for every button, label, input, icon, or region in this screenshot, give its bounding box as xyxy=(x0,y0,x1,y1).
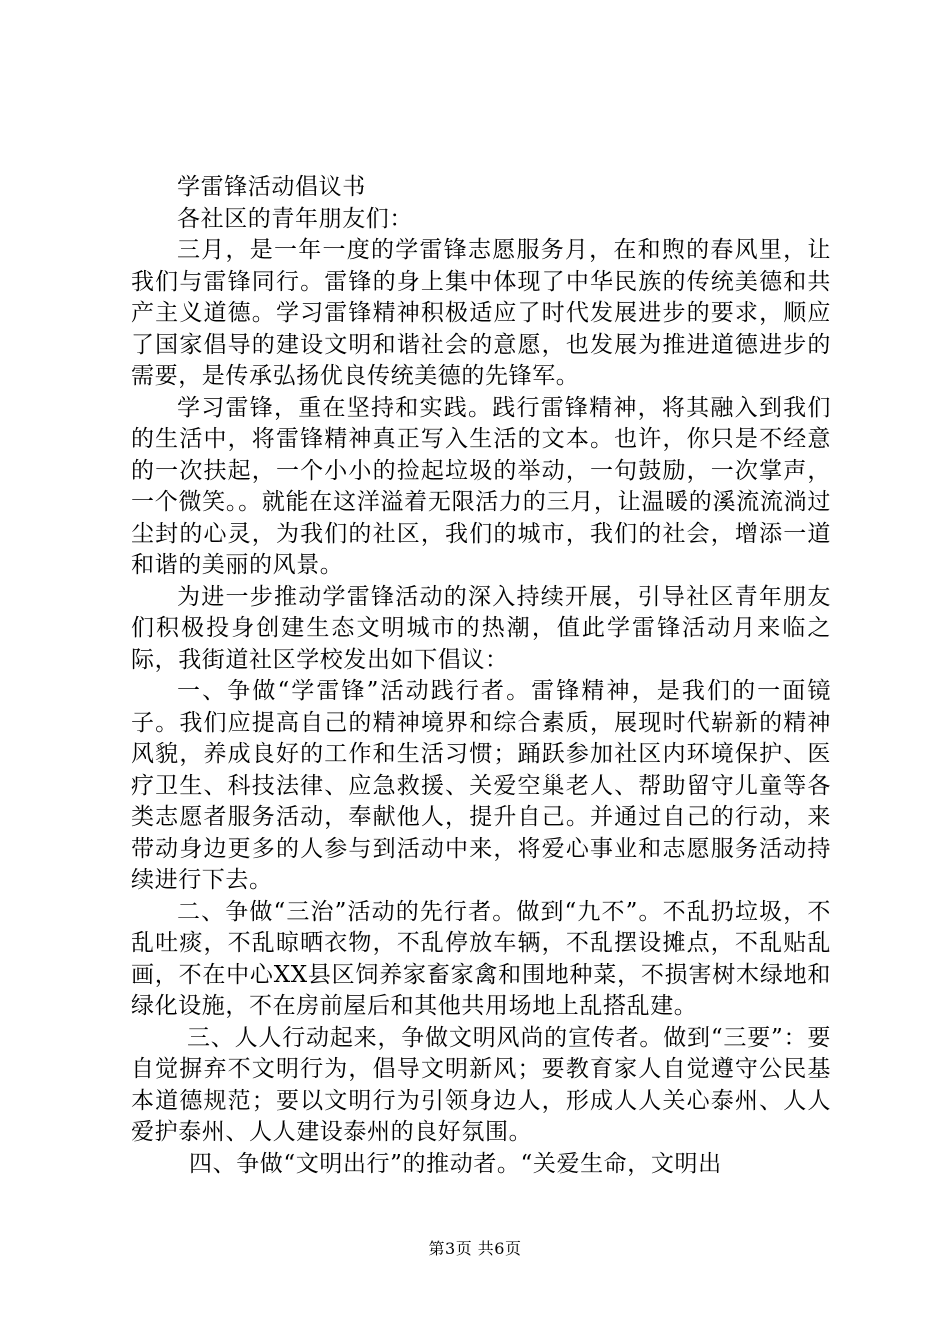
paragraph-item-three: 三、人人行动起来，争做文明风尚的宣传者。做到“三要”：要自觉摒弃不文明行为，倡导文明新风；要教育家人自觉遵守公民基本道德规范；要以文明行为引领身边人，形成人人关心泰州、人人爱护泰州、人人建设泰州的良好氛围。 xyxy=(131,1024,831,1145)
salutation: 各社区的青年朋友们： xyxy=(177,205,413,232)
page-footer xyxy=(0,1239,950,1259)
page-number: 第3页 共6页 xyxy=(428,1239,522,1258)
paragraph-initiative: 为进一步推动学雷锋活动的深入持续开展，引导社区青年朋友们积极投身创建生态文明城市的热潮，值此学雷锋活动月来临之际，我街道社区学校发出如下倡议： xyxy=(131,583,831,673)
paragraph-practice: 学习雷锋，重在坚持和实践。践行雷锋精神，将其融入到我们的生活中，将雷锋精神真正写入生活的文本。也许，你只是不经意的一次扶起，一个小小的捡起垃圾的举动，一句鼓励，一次掌声，一个微笑。。就能在这洋溢着无限活力的三月，让温暖的溪流流淌过尘封的心灵，为我们的社区，我们的城市，我们的社会，增添一道和谐的美丽的风景。 xyxy=(131,394,831,578)
paragraph-item-four: 四、争做“文明出行”的推动者。“关爱生命，文明出 xyxy=(189,1150,722,1177)
document-title: 学雷锋活动倡议书 xyxy=(177,174,366,200)
paragraph-item-one: 一、争做“学雷锋”活动践行者。雷锋精神，是我们的一面镜子。我们应提高自己的精神境界和综合素质，展现时代崭新的精神风貌，养成良好的工作和生活习惯；踊跃参加社区内环境保护、医疗卫生、科技法律、应急救援、关爱空巢老人、帮助留守儿童等各类志愿者服务活动，奉献他人，提升自己。并通过自己的行动，来带动身边更多的人参与到活动中来，将爱心事业和志愿服务活动持续进行下去。 xyxy=(131,678,831,893)
document-body xyxy=(131,172,831,1180)
paragraph-intro: 三月，是一年一度的学雷锋志愿服务月，在和煦的春风里，让我们与雷锋同行。雷锋的身上集中体现了中华民族的传统美德和共产主义道德。学习雷锋精神积极适应了时代发展进步的要求，顺应了国家倡导的建设文明和谐社会的意愿，也发展为推进道德进步的需要，是传承弘扬优良传统美德的先锋军。 xyxy=(131,237,831,389)
paragraph-item-two: 二、争做“三治”活动的先行者。做到“九不”。不乱扔垃圾，不乱吐痰，不乱晾晒衣物，不乱停放车辆，不乱摆设摊点，不乱贴乱画，不在中心XX县区饲养家畜家禽和围地种菜，不损害树木绿地和绿化设施，不在房前屋后和其他共用场地上乱搭乱建。 xyxy=(131,898,831,1019)
